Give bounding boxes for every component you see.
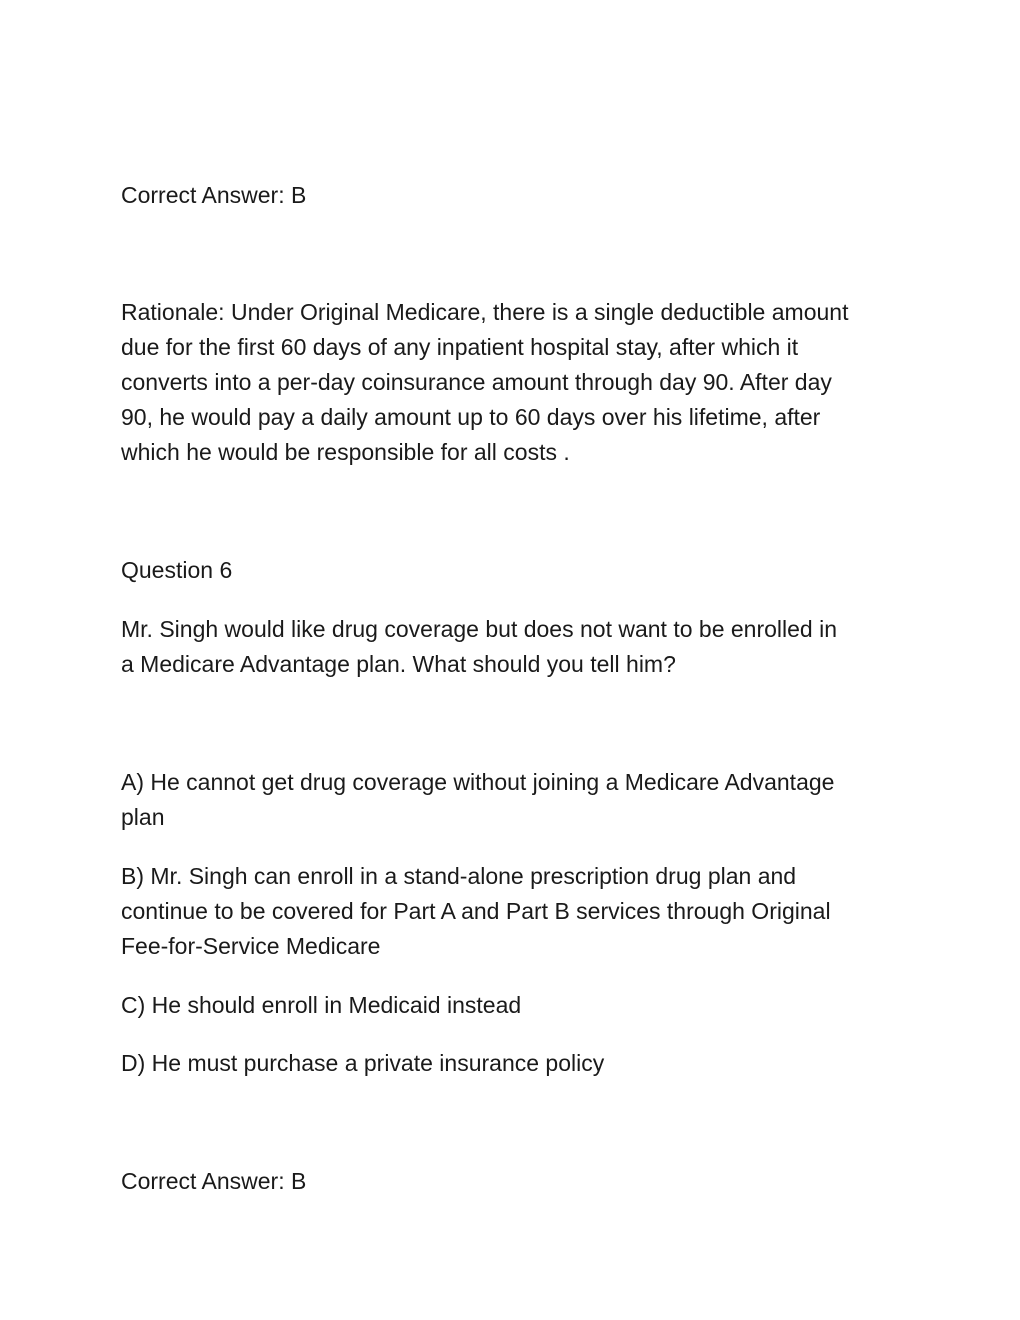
option-a-line: A) He cannot get drug coverage without joining a Medicare Advantage [121, 769, 835, 795]
option-b-line: continue to be covered for Part A and Part B services through Original [121, 898, 831, 924]
option-b [121, 859, 911, 964]
correct-answer: Correct Answer: B [121, 1168, 307, 1194]
previous-correct-answer: Correct Answer: B [121, 182, 307, 208]
rationale-line: due for the first 60 days of any inpatient hospital stay, after which it [121, 334, 799, 360]
question-text [121, 612, 911, 682]
rationale-line: which he would be responsible for all costs . [121, 439, 570, 465]
question-heading: Question 6 [121, 557, 233, 583]
question-line: Mr. Singh would like drug coverage but does not want to be enrolled in [121, 616, 837, 642]
rationale-line: converts into a per-day coinsurance amount through day 90. After day [121, 369, 832, 395]
rationale-paragraph [121, 295, 911, 470]
question-line: a Medicare Advantage plan. What should you tell him? [121, 651, 676, 677]
option-a-line: plan [121, 804, 165, 830]
rationale-line: Rationale: Under Original Medicare, there is a single deductible amount [121, 299, 849, 325]
option-a [121, 765, 911, 835]
option-c: C) He should enroll in Medicaid instead [121, 992, 522, 1018]
option-b-line: Fee-for-Service Medicare [121, 933, 381, 959]
option-b-line: B) Mr. Singh can enroll in a stand-alone prescription drug plan and [121, 863, 797, 889]
option-d: D) He must purchase a private insurance policy [121, 1050, 605, 1076]
rationale-line: 90, he would pay a daily amount up to 60 days over his lifetime, after [121, 404, 821, 430]
